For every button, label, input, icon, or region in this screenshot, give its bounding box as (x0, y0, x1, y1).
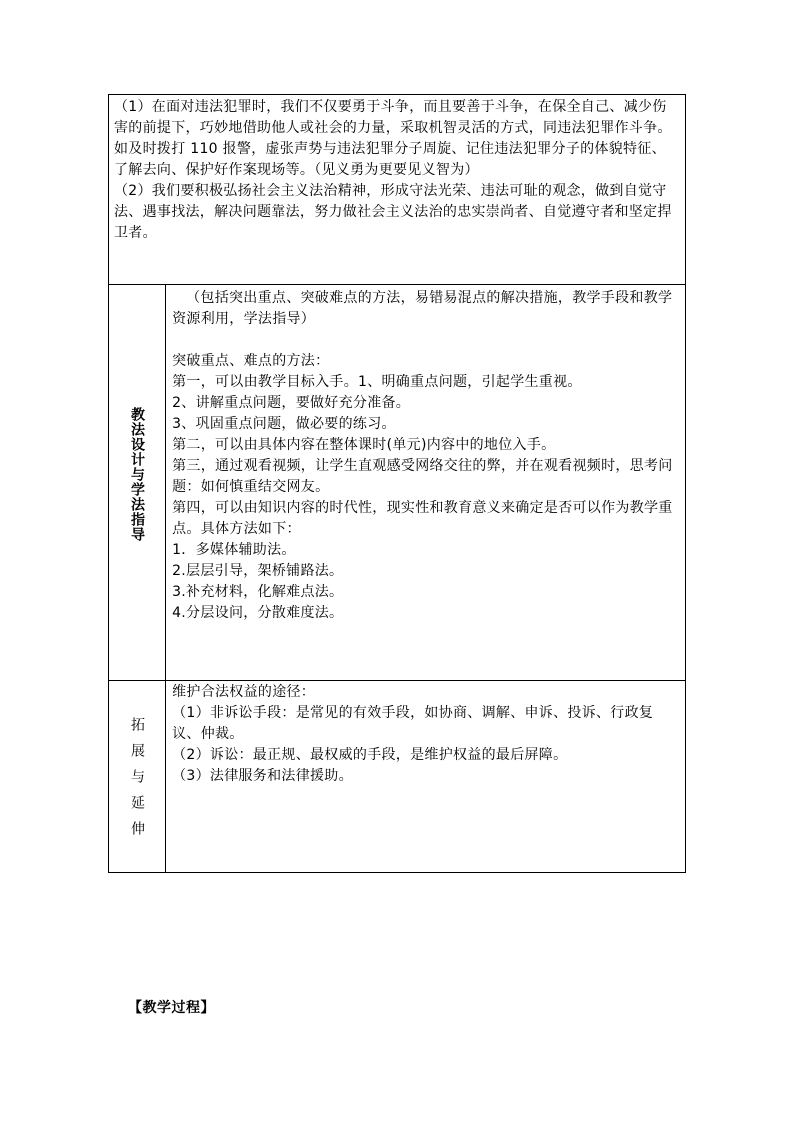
top-paragraph-2: （2）我们要积极弘扬社会主义法治精神，形成守法光荣、违法可耻的观念，做到自觉守法、遇事找法，解决问题靠法，努力做社会主义法治的忠实崇尚者、自觉遵守者和坚定捍卫者。 (114, 183, 672, 241)
teaching-line-5: 第二，可以由具体内容在整体课时(单元)内容中的地位入手。 (172, 437, 556, 453)
section-heading: 【教学过程】 (128, 1000, 215, 1016)
extension-label: 拓展与延伸 (129, 717, 146, 847)
teaching-line-1: 突破重点、难点的方法： (172, 353, 330, 369)
teaching-design-row (109, 285, 686, 681)
top-paragraph-1: （1）在面对违法犯罪时，我们不仅要勇于斗争，而且要善于斗争，在保全自己、减少伤害的前提下，巧妙地借助他人或社会的力量，采取机智灵活的方式，同违法犯罪作斗争。如及时拨打 110 报警，虚张声势与违法犯罪分子周旋、记住违法犯罪分子的体貌特征、了解去向、保护好作案现场等。（见义勇为更要见义智为） (114, 99, 672, 178)
teaching-design-intro: （包括突出重点、突破难点的方法，易错易混点的解决措施，教学手段和教学资源利用，学法指导） (172, 290, 673, 327)
teaching-line-4: 3、巩固重点问题，做必要的练习。 (172, 416, 396, 432)
teaching-design-label-cell (109, 285, 166, 681)
teaching-line-11: 4.分层设问，分散难度法。 (172, 605, 344, 621)
teaching-design-label: 教法设计与学法指导 (129, 407, 146, 542)
teaching-line-7: 第四，可以由知识内容的时代性，现实性和教育意义来确定是否可以作为教学重点。具体方法如下： (172, 500, 673, 537)
extension-content-cell (166, 681, 686, 873)
extension-label-cell (109, 681, 166, 873)
top-row (109, 95, 686, 285)
top-content-cell (109, 95, 686, 285)
teaching-line-2: 第一，可以由教学目标入手。1、明确重点问题，引起学生重视。 (172, 374, 582, 390)
teaching-line-3: 2、讲解重点问题，要做好充分准备。 (172, 395, 411, 411)
lesson-plan-table (108, 94, 686, 873)
extension-row (109, 681, 686, 873)
teaching-line-6: 第三，通过观看视频，让学生直观感受网络交往的弊，并在观看视频时，思考问题：如何慎重结交网友。 (172, 458, 673, 495)
extension-line-4: （3）法律服务和法律援助。 (172, 768, 353, 784)
teaching-line-8: 1．多媒体辅助法。 (172, 542, 296, 558)
teaching-design-content-cell (166, 285, 686, 681)
extension-line-1: 维护合法权益的途径： (172, 684, 316, 700)
extension-line-3: （2）诉讼：最正规、最权威的手段，是维护权益的最后屏障。 (172, 747, 568, 763)
extension-line-2: （1）非诉讼手段：是常见的有效手段，如协商、调解、申诉、投诉、行政复议、仲裁。 (172, 705, 654, 742)
teaching-line-9: 2.层层引导，架桥铺路法。 (172, 563, 344, 579)
teaching-line-10: 3.补充材料，化解难点法。 (172, 584, 344, 600)
